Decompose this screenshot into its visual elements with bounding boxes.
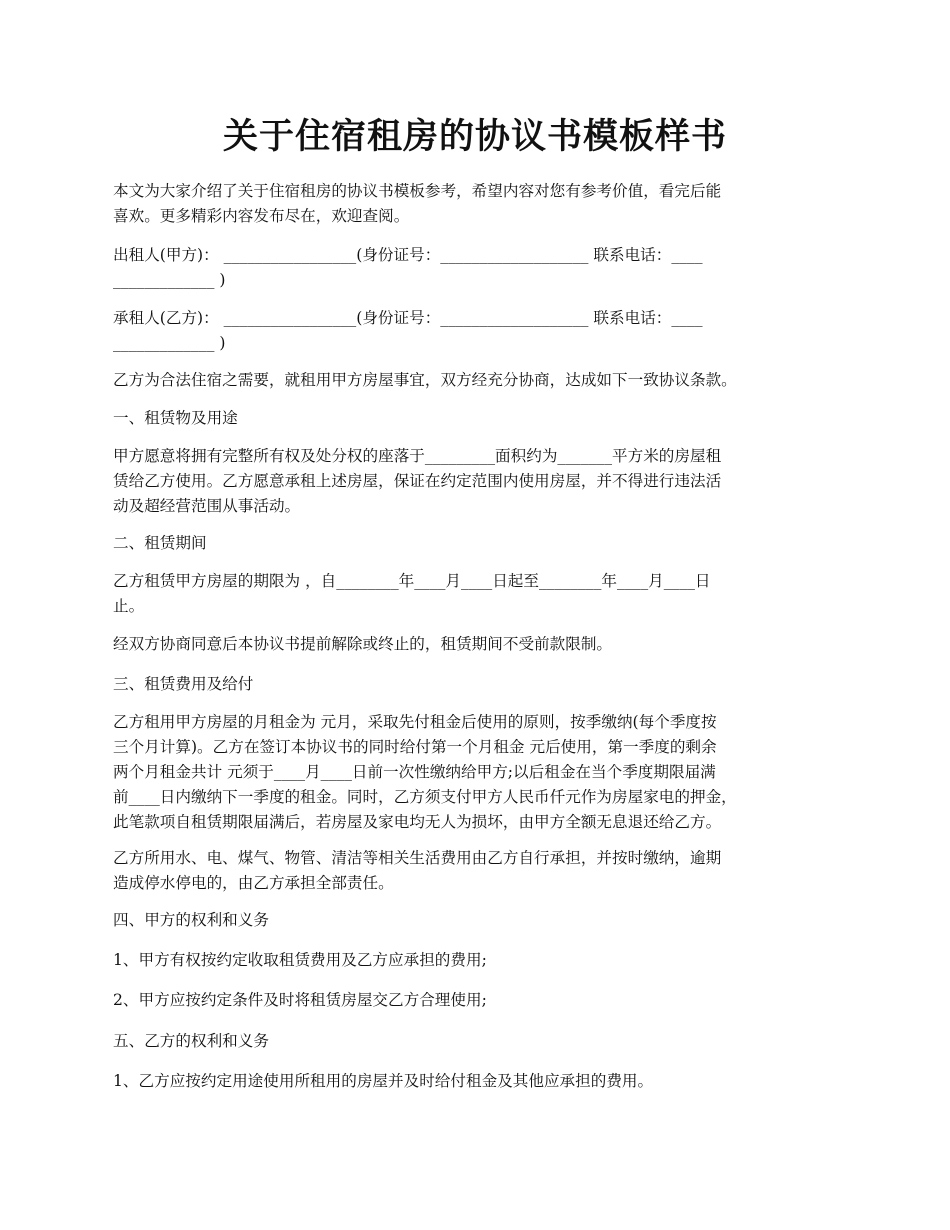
text-line: 五、乙方的权利和义务: [113, 1032, 269, 1050]
text-line: 动及超经营范围从事活动。: [113, 497, 301, 515]
section-heading: [113, 1029, 853, 1054]
text-line: 本文为大家介绍了关于住宿租房的协议书模板参考，希望内容对您有参考价值，看完后能: [113, 182, 722, 200]
text-line: 出租人(甲方)： _________________(身份证号：___________________ 联系电话：____: [113, 246, 703, 264]
section-heading: [113, 531, 853, 556]
body-paragraph: [113, 569, 853, 619]
text-line: 赁给乙方使用。乙方愿意承租上述房屋，保证在约定范围内使用房屋，并不得进行违法活: [113, 472, 722, 490]
body-paragraph: [113, 710, 853, 835]
text-line: 三、租赁费用及给付: [113, 675, 254, 693]
text-line: 1、乙方应按约定用途使用所租用的房屋并及时给付租金及其他应承担的费用。: [113, 1072, 654, 1090]
text-line: 甲方愿意将拥有完整所有权及处分权的座落于_________面积约为_______平方米的房屋租: [113, 447, 722, 465]
text-line: 乙方租用甲方房屋的月租金为 元月，采取先付租金后使用的原则，按季缴纳(每个季度按: [113, 713, 717, 731]
list-item: [113, 988, 853, 1013]
body-paragraph: [113, 632, 853, 657]
text-line: 两个月租金共计 元须于____月____日前一次性缴纳给甲方;以后租金在当个季度期限届满: [113, 763, 716, 781]
document-title: 关于住宿租房的协议书模板样书: [222, 117, 727, 157]
text-line: 2、甲方应按约定条件及时将租赁房屋交乙方合理使用;: [113, 991, 487, 1009]
text-line: 四、甲方的权利和义务: [113, 911, 269, 929]
lessor-info-paragraph: [113, 243, 853, 293]
body-paragraph: [113, 444, 853, 519]
text-line: 止。: [113, 597, 145, 615]
text-line: 乙方为合法住宿之需要，就租用甲方房屋事宜，双方经充分协商，达成如下一致协议条款。: [113, 371, 737, 389]
text-line: _____________ ): [113, 334, 226, 352]
text-line: 此笔款项自租赁期限届满后，若房屋及家电均无人为损坏，由甲方全额无息退还给乙方。: [113, 813, 722, 831]
text-line: 二、租赁期间: [113, 534, 207, 552]
list-item: [113, 948, 853, 973]
text-line: 乙方租赁甲方房屋的期限为 ，自________年____月____日起至________年____月____日: [113, 572, 711, 590]
section-heading: [113, 406, 853, 431]
preamble-paragraph: [113, 368, 853, 393]
body-paragraph: [113, 846, 853, 896]
text-line: 经双方协商同意后本协议书提前解除或终止的，租赁期间不受前款限制。: [113, 635, 613, 653]
list-item: [113, 1069, 853, 1094]
text-line: 承租人(乙方)： _________________(身份证号：___________________ 联系电话：____: [113, 309, 703, 327]
lessee-info-paragraph: [113, 306, 853, 356]
text-line: 1、甲方有权按约定收取租赁费用及乙方应承担的费用;: [113, 951, 487, 969]
section-heading: [113, 908, 853, 933]
section-heading: [113, 672, 853, 697]
text-line: _____________ ): [113, 271, 226, 289]
text-line: 乙方所用水、电、煤气、物管、清洁等相关生活费用由乙方自行承担，并按时缴纳，逾期: [113, 849, 722, 867]
text-line: 一、租赁物及用途: [113, 409, 238, 427]
text-line: 喜欢。更多精彩内容发布尽在，欢迎查阅。: [113, 207, 410, 225]
text-line: 造成停水停电的，由乙方承担全部责任。: [113, 874, 394, 892]
text-line: 三个月计算)。乙方在签订本协议书的同时给付第一个月租金 元后使用，第一季度的剩余: [113, 738, 717, 756]
text-line: 前____日内缴纳下一季度的租金。同时，乙方须支付甲方人民币仟元作为房屋家电的押金，: [113, 788, 737, 806]
intro-paragraph: [113, 179, 853, 229]
